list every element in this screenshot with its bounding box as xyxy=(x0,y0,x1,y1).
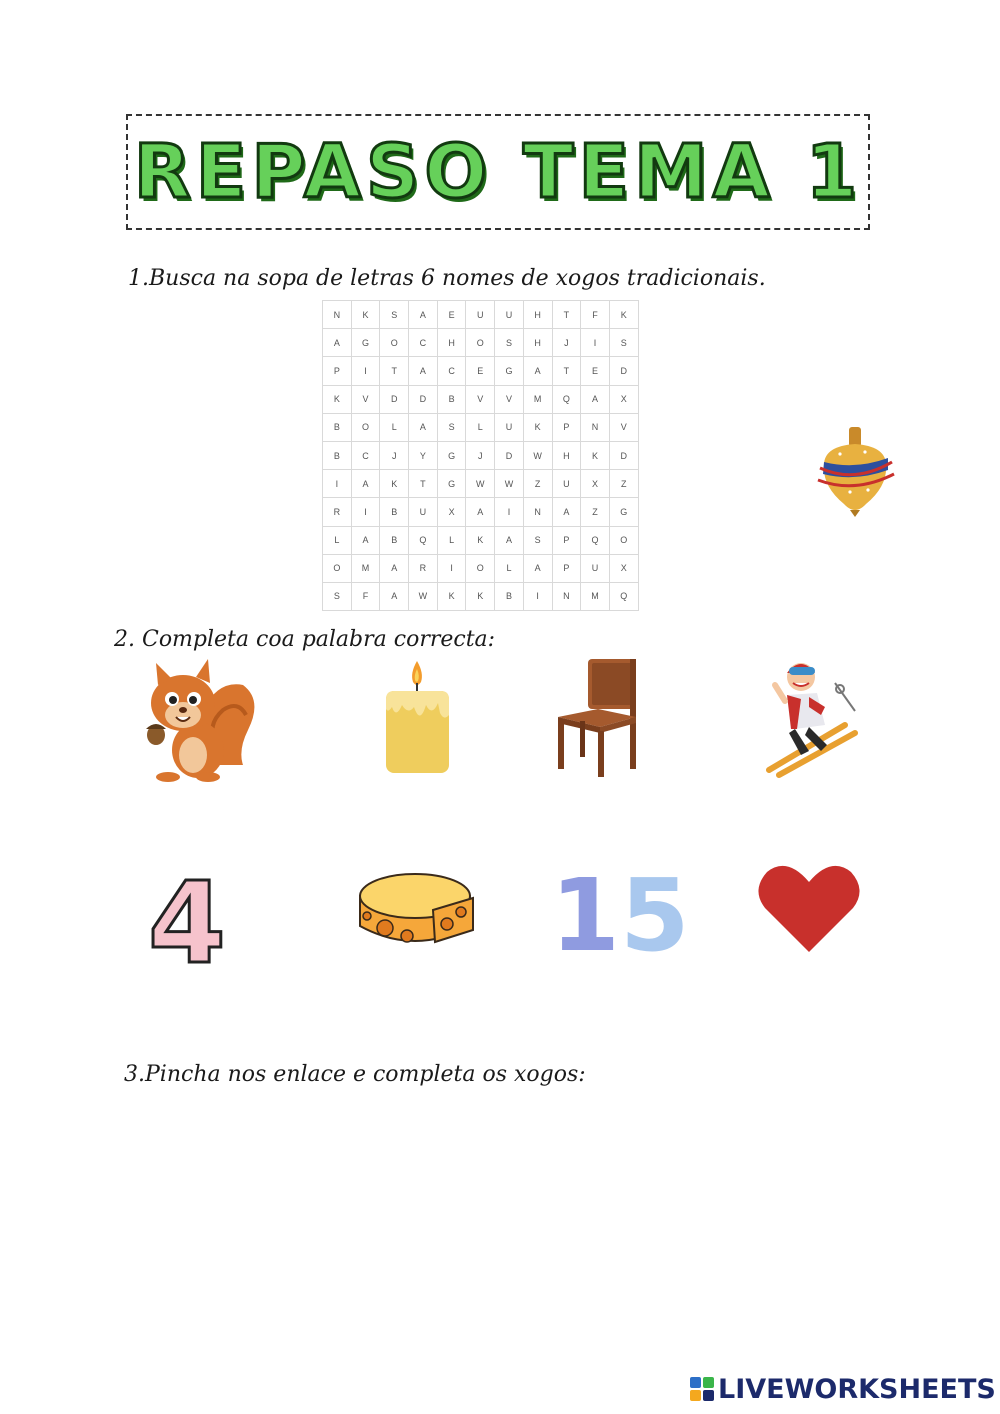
word-search-cell[interactable]: G xyxy=(351,329,380,357)
word-search-cell[interactable]: U xyxy=(552,470,581,498)
word-search-cell[interactable]: U xyxy=(409,498,438,526)
word-search-cell[interactable]: A xyxy=(409,301,438,329)
word-search-cell[interactable]: A xyxy=(466,498,495,526)
word-search-cell[interactable]: K xyxy=(466,526,495,554)
word-search-cell[interactable]: A xyxy=(380,554,409,582)
word-search-row xyxy=(323,441,639,469)
word-search-cell[interactable]: L xyxy=(380,413,409,441)
word-search-cell[interactable]: A xyxy=(351,470,380,498)
word-search-cell[interactable]: O xyxy=(323,554,352,582)
liveworksheets-brand xyxy=(690,1372,996,1406)
word-search-row xyxy=(323,498,639,526)
word-search-cell[interactable]: T xyxy=(409,470,438,498)
word-search-cell[interactable]: D xyxy=(409,385,438,413)
word-search-row xyxy=(323,301,639,329)
word-search-cell[interactable]: H xyxy=(552,441,581,469)
word-search-cell[interactable]: Y xyxy=(409,441,438,469)
word-search-row xyxy=(323,357,639,385)
word-search-cell[interactable]: D xyxy=(609,357,638,385)
word-search-cell[interactable]: B xyxy=(437,385,466,413)
word-search-cell[interactable]: K xyxy=(323,385,352,413)
word-search-cell[interactable]: J xyxy=(466,441,495,469)
spinning-top-icon xyxy=(810,424,900,519)
word-search-cell[interactable]: I xyxy=(351,498,380,526)
word-search-cell[interactable]: N xyxy=(323,301,352,329)
word-search-cell[interactable]: A xyxy=(581,385,610,413)
word-search-cell[interactable]: G xyxy=(495,357,524,385)
word-search-row xyxy=(323,413,639,441)
number-fifteen-icon xyxy=(550,857,690,974)
word-search-cell[interactable]: Z xyxy=(581,498,610,526)
word-search-cell[interactable]: D xyxy=(495,441,524,469)
title-box xyxy=(126,114,870,230)
word-search-cell[interactable]: K xyxy=(466,582,495,610)
word-search-cell[interactable]: C xyxy=(409,329,438,357)
word-search-cell[interactable]: B xyxy=(495,582,524,610)
word-search-cell[interactable]: D xyxy=(380,385,409,413)
cheese-icon xyxy=(355,868,480,953)
question-3-text: 3.Pincha nos enlace e completa os xogos: xyxy=(124,1062,586,1087)
word-search-cell[interactable]: H xyxy=(437,329,466,357)
word-search-cell[interactable]: J xyxy=(380,441,409,469)
word-search-cell[interactable]: A xyxy=(552,498,581,526)
word-search-cell[interactable]: V xyxy=(609,413,638,441)
word-search-cell[interactable]: X xyxy=(609,554,638,582)
word-search-cell[interactable]: A xyxy=(495,526,524,554)
word-search-cell[interactable]: K xyxy=(437,582,466,610)
question-1-text: 1.Busca na sopa de letras 6 nomes de xogos tradicionais. xyxy=(128,266,766,291)
word-search-cell[interactable]: X xyxy=(609,385,638,413)
word-search-cell[interactable]: K xyxy=(523,413,552,441)
number-fifteen-glyph: 15 xyxy=(550,857,690,974)
word-search-cell[interactable]: K xyxy=(351,301,380,329)
word-search-cell[interactable]: S xyxy=(437,413,466,441)
word-search-cell[interactable]: S xyxy=(523,526,552,554)
word-search-cell[interactable]: B xyxy=(323,441,352,469)
word-search-cell[interactable]: V xyxy=(495,385,524,413)
word-search-cell[interactable]: O xyxy=(466,329,495,357)
word-search-cell[interactable]: E xyxy=(466,357,495,385)
word-search-cell[interactable]: K xyxy=(380,470,409,498)
word-search-cell[interactable]: M xyxy=(523,385,552,413)
word-search-cell[interactable]: I xyxy=(495,498,524,526)
question-2-text: 2. Completa coa palabra correcta: xyxy=(114,627,496,652)
word-search-cell[interactable]: K xyxy=(581,441,610,469)
word-search-cell[interactable]: P xyxy=(323,357,352,385)
word-search-cell[interactable]: O xyxy=(380,329,409,357)
word-search-cell[interactable]: P xyxy=(552,554,581,582)
word-search-cell[interactable]: V xyxy=(351,385,380,413)
word-search-cell[interactable]: S xyxy=(323,582,352,610)
word-search-cell[interactable]: L xyxy=(466,413,495,441)
word-search-cell[interactable]: P xyxy=(552,526,581,554)
word-search-cell[interactable]: U xyxy=(495,413,524,441)
word-search-cell[interactable]: S xyxy=(609,329,638,357)
word-search-cell[interactable]: T xyxy=(552,301,581,329)
word-search-cell[interactable]: Q xyxy=(552,385,581,413)
word-search-row xyxy=(323,554,639,582)
word-search-cell[interactable]: A xyxy=(323,329,352,357)
word-search-row xyxy=(323,526,639,554)
word-search-cell[interactable]: X xyxy=(437,498,466,526)
word-search-cell[interactable]: G xyxy=(437,441,466,469)
word-search-row xyxy=(323,470,639,498)
word-search-cell[interactable]: D xyxy=(609,441,638,469)
word-search-cell[interactable]: L xyxy=(323,526,352,554)
word-search-cell[interactable]: Q xyxy=(609,582,638,610)
word-search-cell[interactable]: F xyxy=(581,301,610,329)
word-search-cell[interactable]: L xyxy=(437,526,466,554)
word-search-cell[interactable]: I xyxy=(523,582,552,610)
word-search-cell[interactable]: Q xyxy=(409,526,438,554)
squirrel-icon xyxy=(138,655,258,785)
word-search-cell[interactable]: F xyxy=(351,582,380,610)
word-search-cell[interactable]: I xyxy=(351,357,380,385)
word-search-row xyxy=(323,582,639,610)
word-search-cell[interactable]: N xyxy=(581,413,610,441)
word-search-cell[interactable]: R xyxy=(323,498,352,526)
chair-icon xyxy=(550,655,640,780)
word-search-cell[interactable]: A xyxy=(351,526,380,554)
word-search-cell[interactable]: W xyxy=(466,470,495,498)
word-search-cell[interactable]: I xyxy=(323,470,352,498)
word-search-cell[interactable]: A xyxy=(409,413,438,441)
word-search-cell[interactable]: O xyxy=(466,554,495,582)
word-search-cell[interactable]: Z xyxy=(523,470,552,498)
word-search-cell[interactable]: T xyxy=(552,357,581,385)
word-search-cell[interactable]: A xyxy=(523,554,552,582)
word-search-cell[interactable]: K xyxy=(609,301,638,329)
word-search-cell[interactable]: P xyxy=(552,413,581,441)
word-search-cell[interactable]: N xyxy=(552,582,581,610)
word-search-cell[interactable]: B xyxy=(380,498,409,526)
word-search-cell[interactable]: H xyxy=(523,329,552,357)
word-search-cell[interactable]: V xyxy=(466,385,495,413)
word-search-cell[interactable]: T xyxy=(380,357,409,385)
word-search-cell[interactable]: C xyxy=(437,357,466,385)
word-search-cell[interactable]: A xyxy=(380,582,409,610)
word-search-cell[interactable]: R xyxy=(409,554,438,582)
word-search-cell[interactable]: E xyxy=(581,357,610,385)
word-search-cell[interactable]: M xyxy=(581,582,610,610)
word-search-cell[interactable]: W xyxy=(409,582,438,610)
word-search-cell[interactable]: I xyxy=(437,554,466,582)
word-search-cell[interactable]: S xyxy=(495,329,524,357)
word-search-cell[interactable]: G xyxy=(437,470,466,498)
brand-name: LIVEWORKSHEETS xyxy=(718,1373,996,1405)
word-search-cell[interactable]: W xyxy=(495,470,524,498)
word-search-cell[interactable]: A xyxy=(523,357,552,385)
word-search-cell[interactable]: E xyxy=(437,301,466,329)
word-search-cell[interactable]: U xyxy=(581,554,610,582)
page-title: REPASO TEMA 1 xyxy=(133,129,863,215)
candle-icon xyxy=(380,655,455,780)
word-search-cell[interactable]: U xyxy=(466,301,495,329)
word-search-cell[interactable]: H xyxy=(523,301,552,329)
word-search-cell[interactable]: I xyxy=(581,329,610,357)
liveworksheets-logo-icon xyxy=(690,1377,714,1401)
word-search-cell[interactable]: S xyxy=(380,301,409,329)
skier-icon xyxy=(765,655,860,780)
word-search-cell[interactable]: U xyxy=(495,301,524,329)
word-search-cell[interactable]: B xyxy=(380,526,409,554)
word-search-cell[interactable]: N xyxy=(523,498,552,526)
word-search-cell[interactable]: M xyxy=(351,554,380,582)
word-search-cell[interactable]: Z xyxy=(609,470,638,498)
word-search-cell[interactable]: B xyxy=(323,413,352,441)
number-four-icon xyxy=(142,859,232,989)
heart-icon xyxy=(757,862,861,954)
word-search-cell[interactable]: W xyxy=(523,441,552,469)
word-search-cell[interactable]: Q xyxy=(581,526,610,554)
word-search-cell[interactable]: C xyxy=(351,441,380,469)
word-search-grid[interactable] xyxy=(322,300,639,611)
word-search-row xyxy=(323,385,639,413)
word-search-cell[interactable]: A xyxy=(409,357,438,385)
word-search-cell[interactable]: X xyxy=(581,470,610,498)
word-search-cell[interactable]: O xyxy=(351,413,380,441)
number-four-glyph: 4 xyxy=(148,859,226,989)
word-search-cell[interactable]: L xyxy=(495,554,524,582)
word-search-cell[interactable]: O xyxy=(609,526,638,554)
word-search-cell[interactable]: G xyxy=(609,498,638,526)
word-search-cell[interactable]: J xyxy=(552,329,581,357)
word-search-row xyxy=(323,329,639,357)
